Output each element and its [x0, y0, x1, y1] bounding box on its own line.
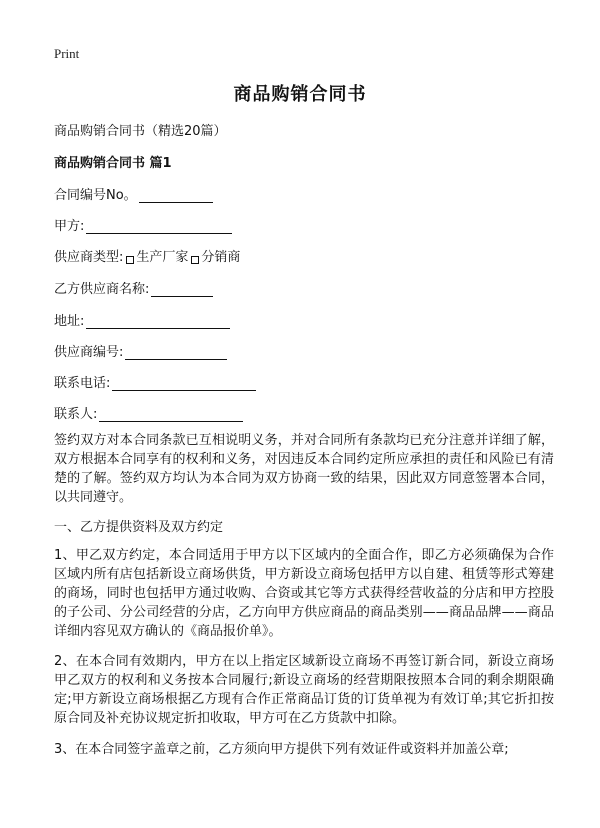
- party-a-field: [54, 215, 232, 234]
- contract-no-field: [54, 184, 213, 203]
- phone-blank[interactable]: [112, 376, 256, 391]
- contact-field: [54, 403, 243, 422]
- address-blank[interactable]: [86, 314, 230, 329]
- document-subtitle: 商品购销合同书（精选20篇）: [54, 124, 227, 139]
- party-b-blank[interactable]: [151, 282, 213, 297]
- distributor-checkbox[interactable]: [191, 256, 199, 264]
- supplier-no-label: 供应商编号:: [54, 345, 124, 360]
- manufacturer-checkbox[interactable]: [126, 256, 134, 264]
- phone-label: 联系电话:: [54, 376, 111, 391]
- address-field: [54, 310, 230, 329]
- manufacturer-option-label: 生产厂家: [136, 250, 189, 265]
- intro-paragraph: 签约双方对本合同条款已互相说明义务，并对合同所有条款均已充分注意并详细了解，双方根据本合同享有的权利和义务，对因违反本合同约定所应承担的责任和风险已有清楚的了解。签约双方均认为本合同为双方协商一致的结果，因此双方同意签署本合同，以共同遵守。: [54, 433, 554, 505]
- address-label: 地址:: [54, 314, 85, 329]
- clause-2-paragraph: 2、在本合同有效期内，甲方在以上指定区域新设立商场不再签订新合同，新设立商场甲乙双方的权利和义务按本合同履行;新设立商场的经营期限按照本合同的剩余期限确定;甲方新设立商场根据乙方现有合作正常商品订货的订货单视为有效订单;其它折扣按原合同及补充协议规定折扣收取，甲方可在乙方货款中扣除。: [54, 654, 554, 726]
- clause-3-paragraph: 3、在本合同签字盖章之前，乙方须向甲方提供下列有效证件或资料并加盖公章;: [54, 742, 509, 757]
- document-title: 商品购销合同书: [233, 84, 367, 105]
- contact-label: 联系人:: [54, 407, 98, 422]
- supplier-no-blank[interactable]: [125, 345, 227, 360]
- contact-blank[interactable]: [99, 407, 243, 422]
- supplier-no-field: [54, 341, 227, 360]
- contract-no-label: 合同编号No。: [54, 188, 137, 203]
- party-b-label: 乙方供应商名称:: [54, 282, 150, 297]
- supplier-type-field: [54, 246, 240, 265]
- phone-field: [54, 372, 256, 391]
- supplier-type-label: 供应商类型:: [54, 250, 124, 265]
- print-label[interactable]: Print: [54, 46, 80, 61]
- clause-1-paragraph: 1、甲乙双方约定，本合同适用于甲方以下区域内的全面合作，即乙方必须确保为合作区域内所有店包括新设立商场供货，甲方新设立商场包括甲方以自建、租赁等形式筹建的商场，同时也包括甲方通过收购、合资或其它等方式获得经营收益的分店和甲方控股的子公司、分公司经营的分店，乙方向甲方供应商品的商品类别——商品品牌——商品详细内容见双方确认的《商品报价单》。: [54, 548, 554, 639]
- distributor-option-label: 分销商: [201, 250, 241, 265]
- clause-heading: 一、乙方提供资料及双方约定: [54, 520, 224, 535]
- party-a-label: 甲方:: [54, 219, 85, 234]
- section-heading: 商品购销合同书 篇1: [54, 156, 172, 171]
- contract-no-blank[interactable]: [139, 188, 213, 203]
- party-a-blank[interactable]: [86, 219, 232, 234]
- party-b-field: [54, 278, 213, 297]
